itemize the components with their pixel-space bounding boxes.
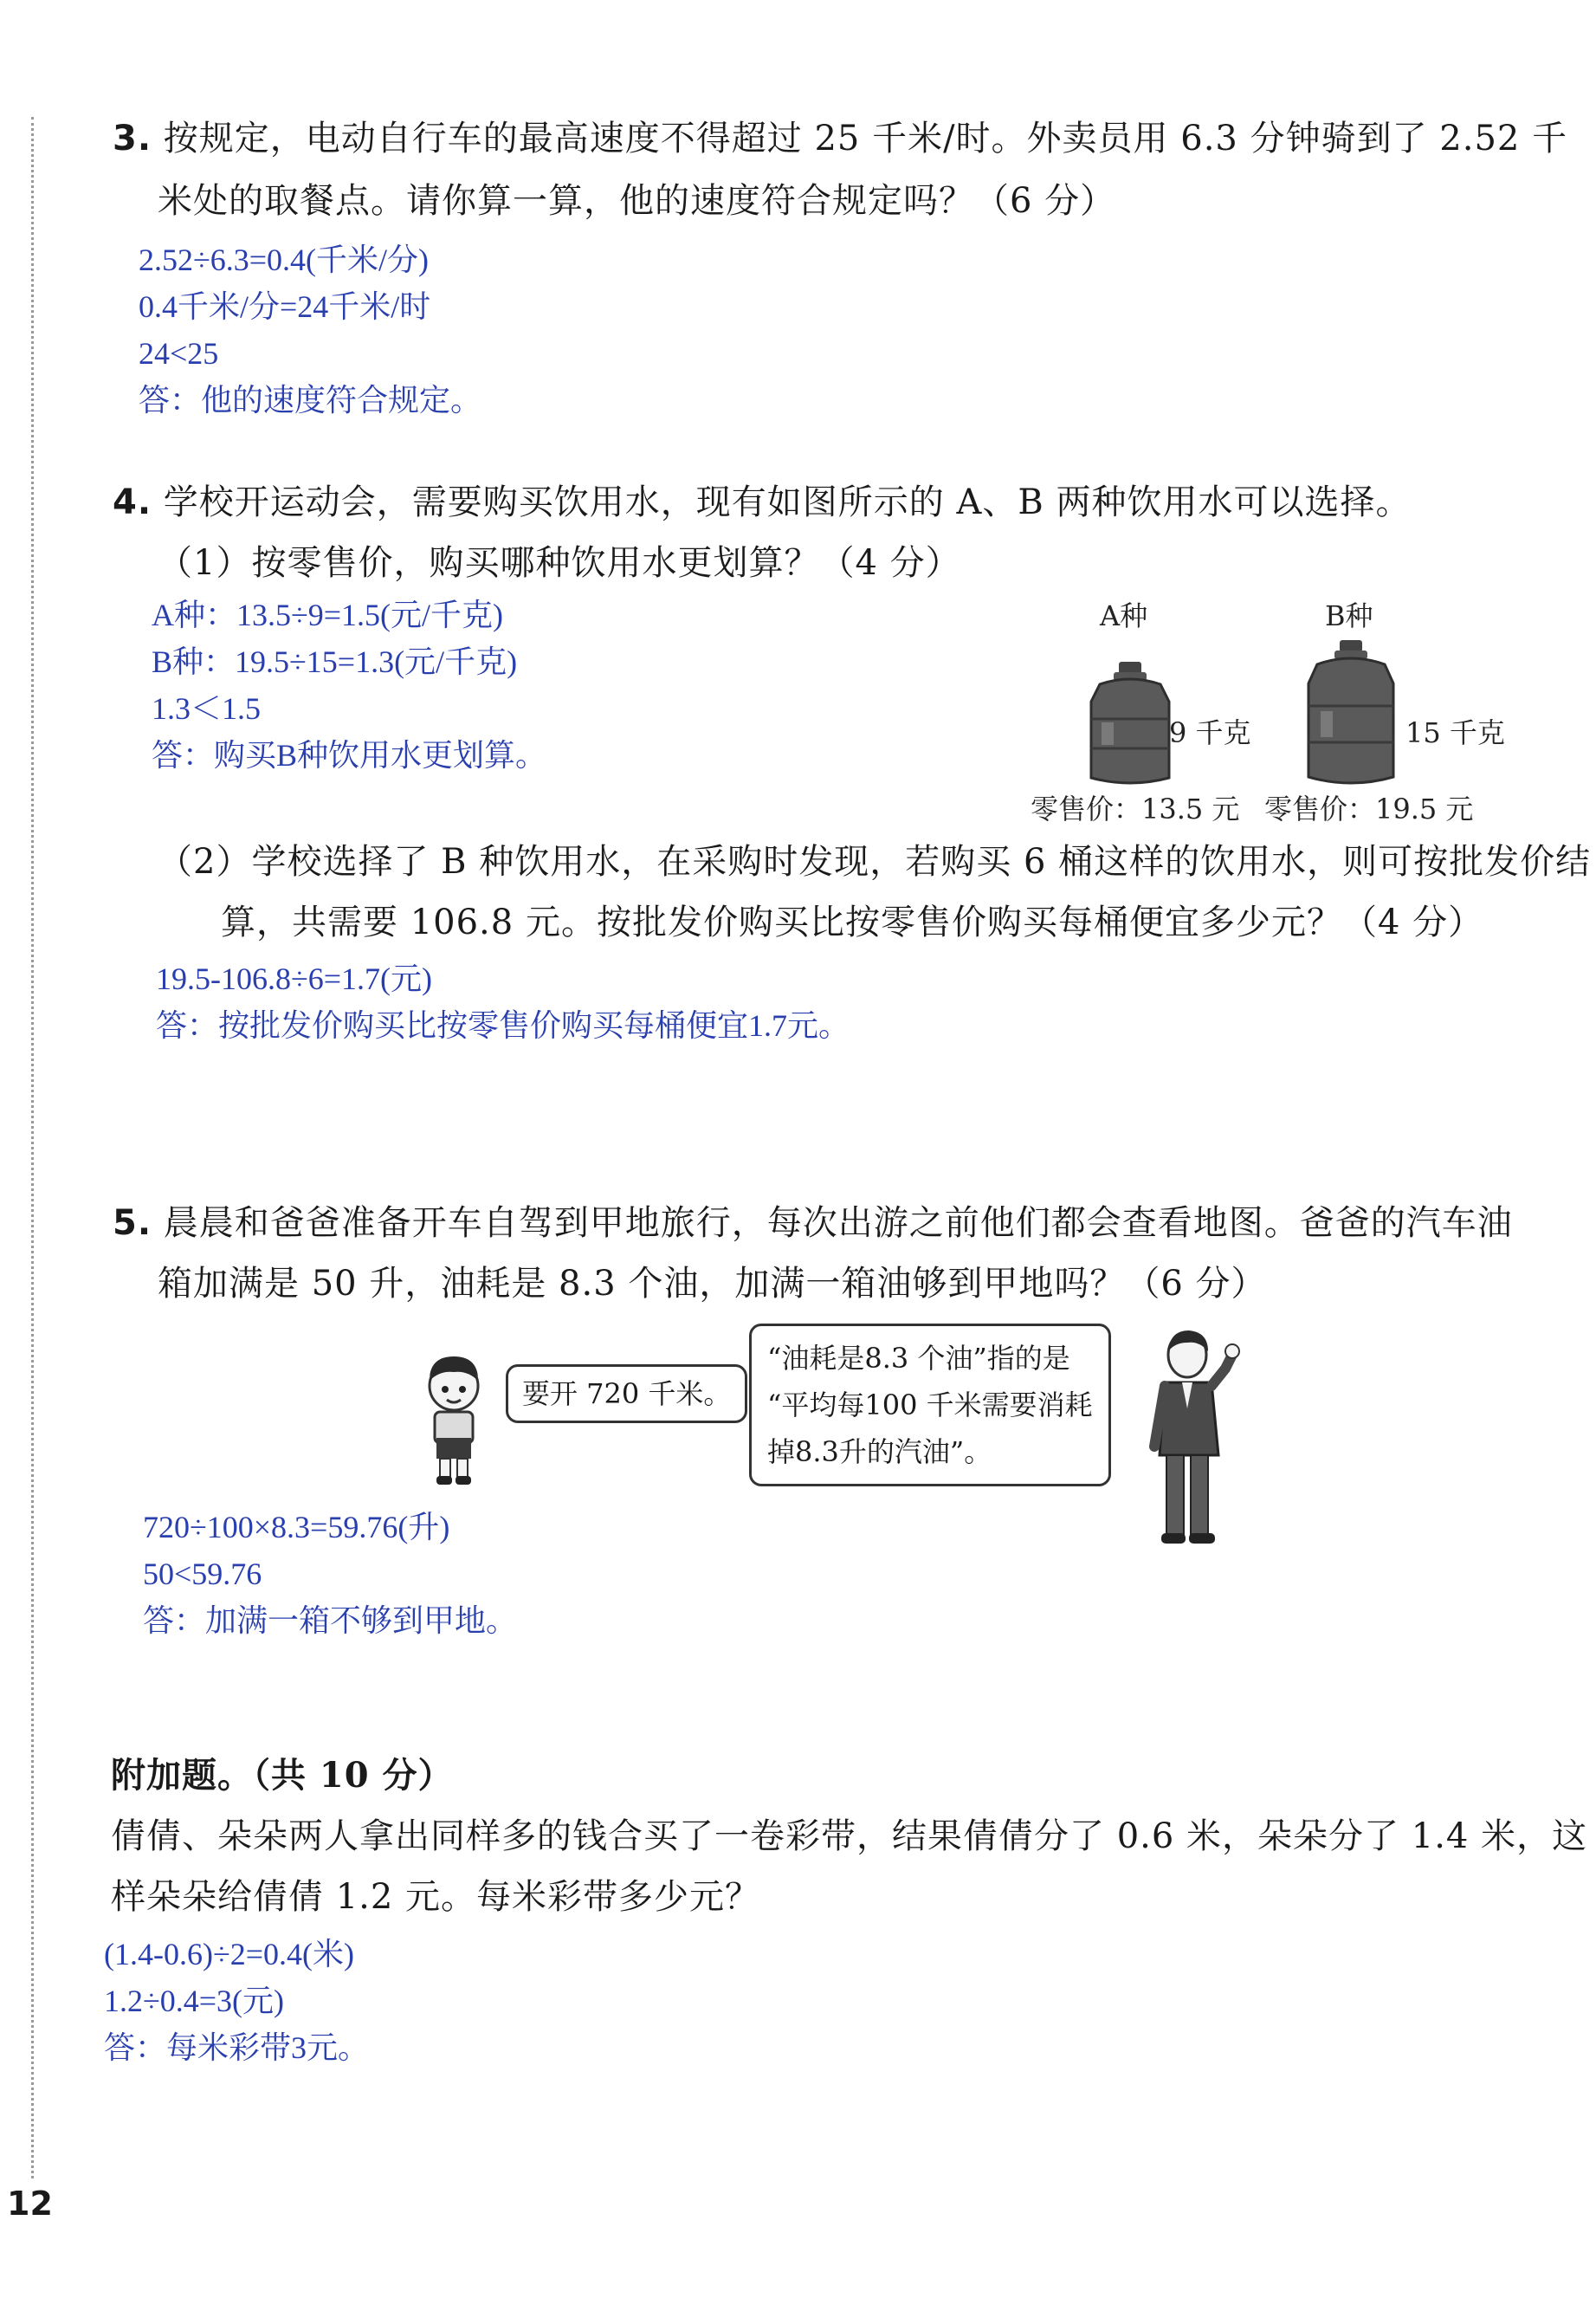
- bottle-a-weight: 9 千克: [1169, 716, 1251, 749]
- q4-number: 4.: [113, 482, 152, 522]
- bottle-a-icon: [1082, 658, 1178, 788]
- q5-answer-1: 720÷100×8.3=59.76(升): [143, 1510, 450, 1544]
- q4-part1: （1）按零售价，购买哪种饮用水更划算？（4 分）: [158, 543, 961, 583]
- q4-stem: 学校开运动会，需要购买饮用水，现有如图所示的 A、B 两种饮用水可以选择。: [163, 482, 1412, 522]
- dad-bubble-line3: 掉8.3升的汽油”。: [767, 1435, 992, 1468]
- bottle-b-label: B种: [1325, 599, 1373, 632]
- q4-part1-answer-2: B种：19.5÷15=1.3(元/千克): [152, 644, 518, 679]
- q4-part2-line1: （2）学校选择了 B 种饮用水，在采购时发现，若购买 6 桶这样的饮用水，则可按批发价结: [158, 842, 1592, 882]
- bonus-answer-3: 答：每米彩带3元。: [104, 2030, 370, 2065]
- q5-answer-3: 答：加满一箱不够到甲地。: [143, 1603, 518, 1638]
- bonus-stem-line1: 倩倩、朵朵两人拿出同样多的钱合买了一卷彩带，结果倩倩分了 0.6 米，朵朵分了 1.4 米，这: [111, 1816, 1588, 1856]
- q3-answer-4: 答：他的速度符合规定。: [139, 383, 482, 418]
- bonus-answer-1: (1.4-0.6)÷2=0.4(米): [104, 1937, 355, 1971]
- bottle-b-weight: 15 千克: [1405, 716, 1505, 749]
- q3-answer-1: 2.52÷6.3=0.4(千米/分): [139, 243, 430, 277]
- q4-part2-answer-2: 答：按批发价购买比按零售价购买每桶便宜1.7元。: [156, 1008, 850, 1043]
- bottle-a-label: A种: [1100, 599, 1148, 632]
- dad-icon: [1139, 1325, 1243, 1550]
- q3-answer-3: 24<25: [139, 336, 219, 371]
- page-number: 12: [7, 2185, 53, 2223]
- q4-part1-answer-1: A种：13.5÷9=1.5(元/千克): [152, 598, 504, 632]
- bottle-b-icon: [1303, 637, 1399, 788]
- q5-line1: [113, 1203, 1513, 1243]
- q4-part1-answer-3: 1.3＜1.5: [152, 691, 262, 726]
- q4-part2-line2: 算，共需要 106.8 元。按批发价购买比按零售价购买每桶便宜多少元？（4 分）: [221, 903, 1484, 942]
- q4-part1-answer-4: 答：购买B种饮用水更划算。: [152, 738, 547, 773]
- margin-dotted-line: [31, 117, 34, 2178]
- q5-number: 5.: [113, 1203, 152, 1243]
- dad-speech-bubble: [749, 1324, 1111, 1486]
- bottle-a-price: 零售价：13.5 元: [1031, 793, 1240, 825]
- q3-number: 3.: [113, 119, 152, 159]
- bonus-stem-line2: 样朵朵给倩倩 1.2 元。每米彩带多少元？: [111, 1877, 761, 1917]
- q4-part2-answer-1: 19.5-106.8÷6=1.7(元): [156, 961, 433, 996]
- q3-line1: [113, 119, 1568, 159]
- bottle-b-price: 零售价：19.5 元: [1264, 793, 1474, 825]
- q5-stem-line1: 晨晨和爸爸准备开车自驾到甲地旅行，每次出游之前他们都会查看地图。爸爸的汽车油: [163, 1203, 1513, 1243]
- bonus-title: 附加题。（共 10 分）: [111, 1755, 454, 1796]
- q3-stem-line2: 米处的取餐点。请你算一算，他的速度符合规定吗？（6 分）: [158, 181, 1116, 221]
- bonus-answer-2: 1.2÷0.4=3(元): [104, 1984, 285, 2018]
- q5-stem-line2: 箱加满是 50 升，油耗是 8.3 个油，加满一箱油够到甲地吗？（6 分）: [158, 1264, 1267, 1304]
- q5-answer-2: 50<59.76: [143, 1557, 262, 1591]
- kid-icon: [414, 1351, 492, 1490]
- dad-bubble-line2: “平均每100 千米需要消耗: [767, 1389, 1093, 1421]
- kid-speech-bubble: 要开 720 千米。: [506, 1364, 747, 1423]
- q4-line: [113, 482, 1412, 522]
- q3-answer-2: 0.4千米/分=24千米/时: [139, 289, 431, 324]
- q3-stem-line1: 按规定，电动自行车的最高速度不得超过 25 千米/时。外卖员用 6.3 分钟骑到了 2.52 千: [163, 119, 1568, 159]
- dad-bubble-line1: “油耗是8.3 个油”指的是: [767, 1342, 1070, 1375]
